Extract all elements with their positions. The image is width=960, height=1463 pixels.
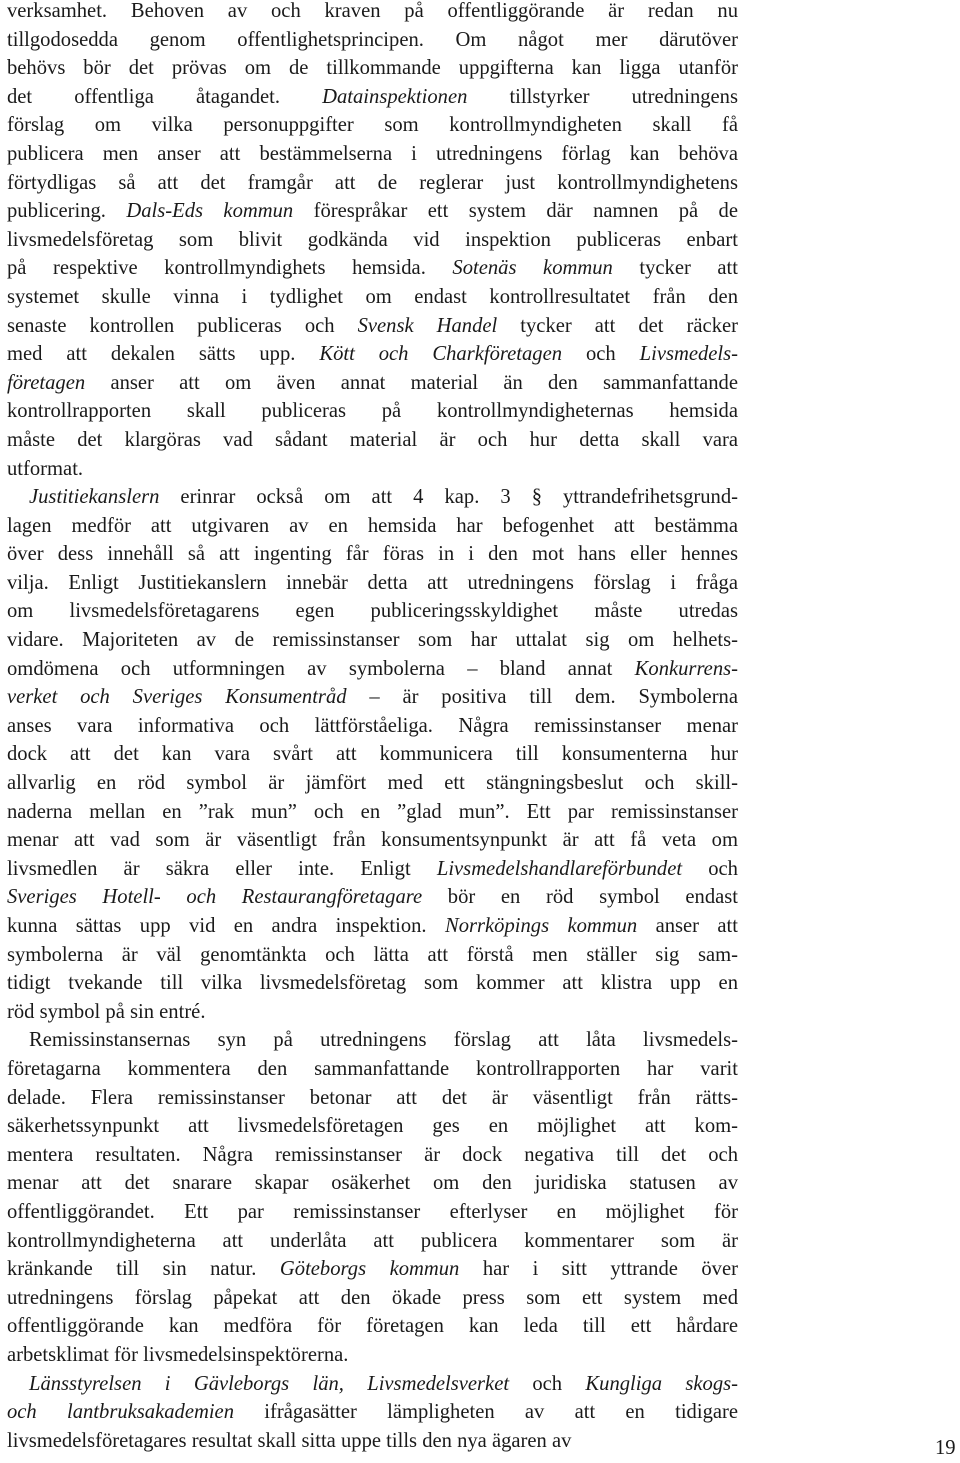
text-run: har i sitt yttrande över (459, 1258, 738, 1281)
text-run: vidare. Majoriteten av de remissinstanser som har uttalat sig om helhets- (7, 629, 738, 652)
text-line (7, 254, 738, 283)
text-run: vilja. Enligt Justitiekanslern innebär detta att utredningens förslag i fråga (7, 571, 738, 594)
text-line (7, 597, 738, 626)
text-line (7, 1141, 738, 1170)
text-line (7, 1198, 738, 1227)
text-run: symbolerna är väl genomtänkta och lätta att förstå men ställer sig sam- (7, 943, 738, 966)
text-line (7, 969, 738, 998)
body-text (7, 0, 738, 1455)
text-run: över dess innehåll så att ingenting får föras in i den mot hans eller hennes (7, 543, 738, 566)
italic-text: och lantbruksakademien (7, 1401, 234, 1424)
text-run: förespråkar ett system där namnen på de (293, 200, 738, 223)
text-line (7, 883, 738, 912)
text-line (7, 1026, 738, 1055)
text-run: med att dekalen sätts upp. (7, 343, 320, 366)
italic-text: Göteborgs kommun (279, 1258, 460, 1281)
text-line (7, 855, 738, 884)
text-run: kunna sättas upp vid en andra inspektion. (7, 915, 445, 937)
text-line (7, 0, 738, 26)
italic-text: Kungliga skogs- (585, 1372, 739, 1395)
text-run: offentliggörande kan medföra för företagen kan leda till ett hårdare (7, 1315, 738, 1338)
text-line (7, 512, 738, 541)
italic-text: Livsmedels- (639, 343, 739, 366)
text-run: förtydligas så att det framgår att de reglerar just kontrollmyndighetens (7, 171, 738, 194)
text-line (7, 169, 738, 198)
text-run: och (682, 857, 738, 880)
text-line (7, 140, 738, 169)
text-line (7, 226, 738, 255)
text-line (7, 740, 738, 769)
text-run: tycker att det räcker (497, 314, 738, 337)
text-run: tillstyrker utredningens (467, 85, 738, 108)
text-line (7, 397, 738, 426)
text-line (7, 655, 738, 684)
text-run: bör en röd symbol endast (422, 886, 738, 909)
italic-text: Svensk Handel (357, 314, 498, 337)
text-line (7, 369, 738, 398)
text-line (7, 283, 738, 312)
text-run: mentera resultaten. Några remissinstanser är dock negativa till det och (7, 1143, 738, 1166)
text-run: anses vara informativa och lättförståeliga. Några remissinstanser menar (7, 714, 738, 737)
page-number: 19 (935, 1437, 956, 1459)
text-run: och (509, 1372, 586, 1395)
text-line (7, 683, 738, 712)
text-line (7, 312, 738, 341)
text-line (7, 83, 738, 112)
text-line (7, 1055, 738, 1084)
text-run: naderna mellan en ”rak mun” och en ”glad mun”. Ett par remissinstanser (7, 800, 738, 823)
italic-text: verket och Sveriges Konsumentråd (7, 686, 347, 709)
text-run: arbetsklimat för livsmedelsinspektörerna. (7, 1343, 349, 1366)
text-run: företagarna kommentera den sammanfattande kontrollrapporten har varit (7, 1057, 738, 1080)
text-run: publicering. (7, 200, 127, 223)
italic-text: Sotenäs kommun (452, 257, 613, 280)
text-line (7, 626, 738, 655)
italic-text: Justitiekanslern (29, 486, 160, 509)
italic-text: Datainspektionen (322, 85, 468, 108)
text-line (7, 569, 738, 598)
text-run: anser att (637, 915, 738, 937)
italic-text: Dals-Eds kommun (126, 200, 294, 223)
text-run: omdömena och utformningen av symbolerna – bland annat (7, 657, 635, 680)
text-line (7, 1370, 738, 1399)
text-line (7, 340, 738, 369)
text-line (7, 1112, 738, 1141)
italic-text: Länsstyrelsen i Gävleborgs län, Livsmedelsverket (29, 1372, 510, 1395)
text-run: och (562, 343, 640, 366)
text-run: lagen medför att utgivaren av en hemsida har befogenhet att bestämma (7, 514, 738, 537)
text-run: livsmedelsföretag som blivit godkända vid inspektion publiceras enbart (7, 228, 738, 251)
text-run: Remissinstansernas syn på utredningens förslag att låta livsmedels- (29, 1029, 738, 1052)
text-line (7, 426, 738, 455)
text-run: röd symbol på sin entré. (7, 1000, 206, 1023)
text-line (7, 1284, 738, 1313)
text-run: måste det klargöras vad sådant material är och hur detta skall vara (7, 428, 738, 451)
italic-text: företagen (7, 371, 86, 394)
italic-text: Konkurrens- (634, 657, 738, 680)
text-run: delade. Flera remissinstanser betonar att det är väsentligt från rätts- (7, 1086, 738, 1109)
text-run: livsmedlen är säkra eller inte. Enligt (7, 857, 437, 880)
text-line (7, 455, 738, 484)
text-run: utformat. (7, 457, 84, 480)
text-line (7, 769, 738, 798)
text-line (7, 26, 738, 55)
text-line (7, 483, 738, 512)
text-line (7, 54, 738, 83)
text-run: offentliggörandet. Ett par remissinstanser efterlyser en möjlighet för (7, 1200, 738, 1223)
text-line (7, 1398, 738, 1427)
text-line (7, 941, 738, 970)
text-line (7, 1341, 738, 1370)
text-line (7, 1169, 738, 1198)
italic-text: Kött och Charkföretagen (319, 343, 563, 366)
text-run: kontrollrapporten skall publiceras på kontrollmyndigheternas hemsida (7, 400, 738, 423)
text-line (7, 540, 738, 569)
italic-text: Norrköpings kommun (444, 915, 638, 937)
text-run: på respektive kontrollmyndighets hemsida. (7, 257, 453, 280)
text-run: ifrågasätter lämpligheten av att en tidigare (234, 1401, 739, 1424)
text-run: senaste kontrollen publiceras och (7, 314, 358, 337)
text-run: menar att det snarare skapar osäkerhet om den juridiska statusen av (7, 1172, 738, 1195)
text-line (7, 712, 738, 741)
text-line (7, 1312, 738, 1341)
italic-text: Sveriges Hotell- och Restaurangföretagare (7, 886, 423, 909)
text-run: menar att vad som är väsentligt från konsumentsynpunkt är att få veta om (7, 829, 738, 852)
text-run: livsmedelsföretagares resultat skall sitta uppe tills den nya ägaren av (7, 1429, 572, 1452)
text-run: verksamhet. Behoven av och kraven på offentliggörande är redan nu (7, 0, 738, 22)
text-run: erinrar också om att 4 kap. 3 § yttrandefrihetsgrund- (159, 486, 738, 509)
text-run: tidigt tvekande till vilka livsmedelsföretag som kommer att klistra upp en (7, 972, 738, 995)
text-run: förslag om vilka personuppgifter som kontrollmyndigheten skall få (7, 114, 738, 137)
text-run: utredningens förslag påpekat att den ökade press som ett system med (7, 1286, 738, 1309)
text-run: det offentliga åtagandet. (7, 85, 323, 108)
text-line (7, 1084, 738, 1113)
text-line (7, 998, 738, 1027)
text-run: kränkande till sin natur. (7, 1258, 280, 1281)
text-line (7, 798, 738, 827)
text-run: kontrollmyndigheterna att underlåta att publicera kommentarer som är (7, 1229, 738, 1252)
text-line (7, 197, 738, 226)
text-line (7, 912, 738, 941)
text-run: – är positiva till dem. Symbolerna (346, 686, 738, 709)
text-run: tillgodosedda genom offentlighetsprincipen. Om något mer därutöver (7, 28, 738, 51)
text-line (7, 1255, 738, 1284)
text-run: systemet skulle vinna i tydlighet om endast kontrollresultatet från den (7, 285, 738, 308)
text-line (7, 1227, 738, 1256)
text-run: tycker att (612, 257, 738, 280)
text-run: anser att om även annat material än den sammanfattande (85, 371, 738, 394)
text-line (7, 111, 738, 140)
text-run: om livsmedelsföretagarens egen publiceringsskyldighet måste utredas (7, 600, 738, 623)
italic-text: Livsmedelshandlareförbundet (436, 857, 683, 880)
text-run: allvarlig en röd symbol är jämfört med ett stängningsbeslut och skill- (7, 772, 738, 795)
text-run: behövs bör det prövas om de tillkommande uppgifterna kan ligga utanför (7, 57, 738, 80)
text-line (7, 826, 738, 855)
text-run: säkerhetssynpunkt att livsmedelsföretagen ges en möjlighet att kom- (7, 1115, 738, 1138)
text-line (7, 1427, 738, 1456)
text-run: dock att det kan vara svårt att kommunicera till konsumenterna hur (7, 743, 738, 766)
text-run: publicera men anser att bestämmelserna i utredningens förlag kan behöva (7, 142, 738, 165)
